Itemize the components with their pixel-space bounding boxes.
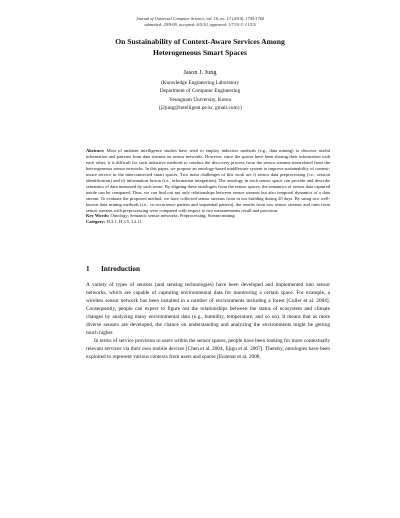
category-label: Category: (86, 219, 106, 225)
author-name: Jason J. Jung (183, 69, 217, 76)
journal-citation: Journal of Universal Computer Science, vol. 16, no. 13 (2010), 1745-1760 (135, 16, 265, 21)
author-affiliation (0, 79, 400, 112)
keywords-label: Key Words: (86, 213, 110, 219)
submission-dates: submitted: 29/9/09, accepted: 6/5/10, appeared: 1/7/10 © J.UCS (144, 21, 256, 27)
body-text (86, 281, 330, 361)
paper-title (60, 37, 340, 58)
abstract-body: Most of ambient intelligence studies have tried to employ inductive methods (e.g., data mining) to discover useful information and patterns from data streams on sensor networks. However, since the spaces have been sharing their information with each other, it is difficult for such inductive methods to conduct the discovery process from the sensor streams interrelated from the heterogeneous sensor networks. In this paper, we propose an ontology-based middleware system to improve sustainability of context-aware service in the interconnected smart spaces. Two main challenges of this work are i) sensor data preprocessing (i.e., session identification) and ii) information fusion (i.e., information integration). The ontology in each sensor space can provide and describe semantics of data measured by such sense. By aligning these ontologies from the sensor spaces, the semantics of sensor data captured inside can be compared. Thus, we can find out not only relationships between sensor streams but also temporal dynamics of a data stream. To evaluate the proposed method, we have collected sensor streams from in our building during 20 days. By using two well-known data mining methods (i.e., co-occurrence pattern and sequential pattern), the results from raw sensor streams and ones from sensor streams with preprocessing were compared with respect to two measurements recall and precision. (86, 148, 331, 213)
category-text: H.3.1, H.3.5, I.2.11 (106, 219, 142, 225)
affiliation-email: {j2jung@intelligent.pe.kr, gmail.com}) (158, 104, 242, 111)
paragraph: In terms of service provision to users within the sensor spaces, people have been looking for more contextually relevant services via their own mobile devices [Chen et al. 2004, Ejigu et al. 2007]. Thereby, ontologies have been exploited to represent various contexts from users and spaces [Euzenat et al. 2008, (86, 338, 330, 361)
affiliation-line: Yeungnam University, Korea (169, 96, 231, 103)
journal-header (0, 16, 400, 27)
affiliation-line: (Knowledge Engineering Laboratory (160, 80, 240, 86)
title-line: On Sustainability of Context-Aware Services Among (115, 37, 285, 46)
title-line: Heterogeneous Smart Spaces (153, 47, 247, 57)
keywords-text: Ontology; Semantic sensor networks; Preprocessing; Stream mining. (110, 213, 236, 219)
category (86, 219, 330, 225)
section-title: Introduction (101, 265, 141, 273)
section-heading (86, 265, 330, 274)
abstract-text (86, 148, 330, 213)
paragraph: A variety of types of sensors (and sensing technologies) have been developed and implemented into sensor networks, which are capable of capturing environmental data for monitoring a certain space. For example, a wireless sensor network has been installed in a number of environments including a forest [Culler et al. 2004]. Consequently, people can expect to figure out the relationships between the status of ecosystem and climate changes by analyzing many environmental data (e.g., humidity, temperature, and so on). It means that as more diverse sensors are developed, the chance on understanding and analyzing the environments might be getting much higher. (86, 282, 330, 337)
affiliation-line: Department of Computer Engineering (159, 88, 241, 95)
abstract-label: Abstract: (86, 148, 105, 153)
section-number: 1 (86, 265, 90, 273)
abstract-block (86, 148, 330, 225)
